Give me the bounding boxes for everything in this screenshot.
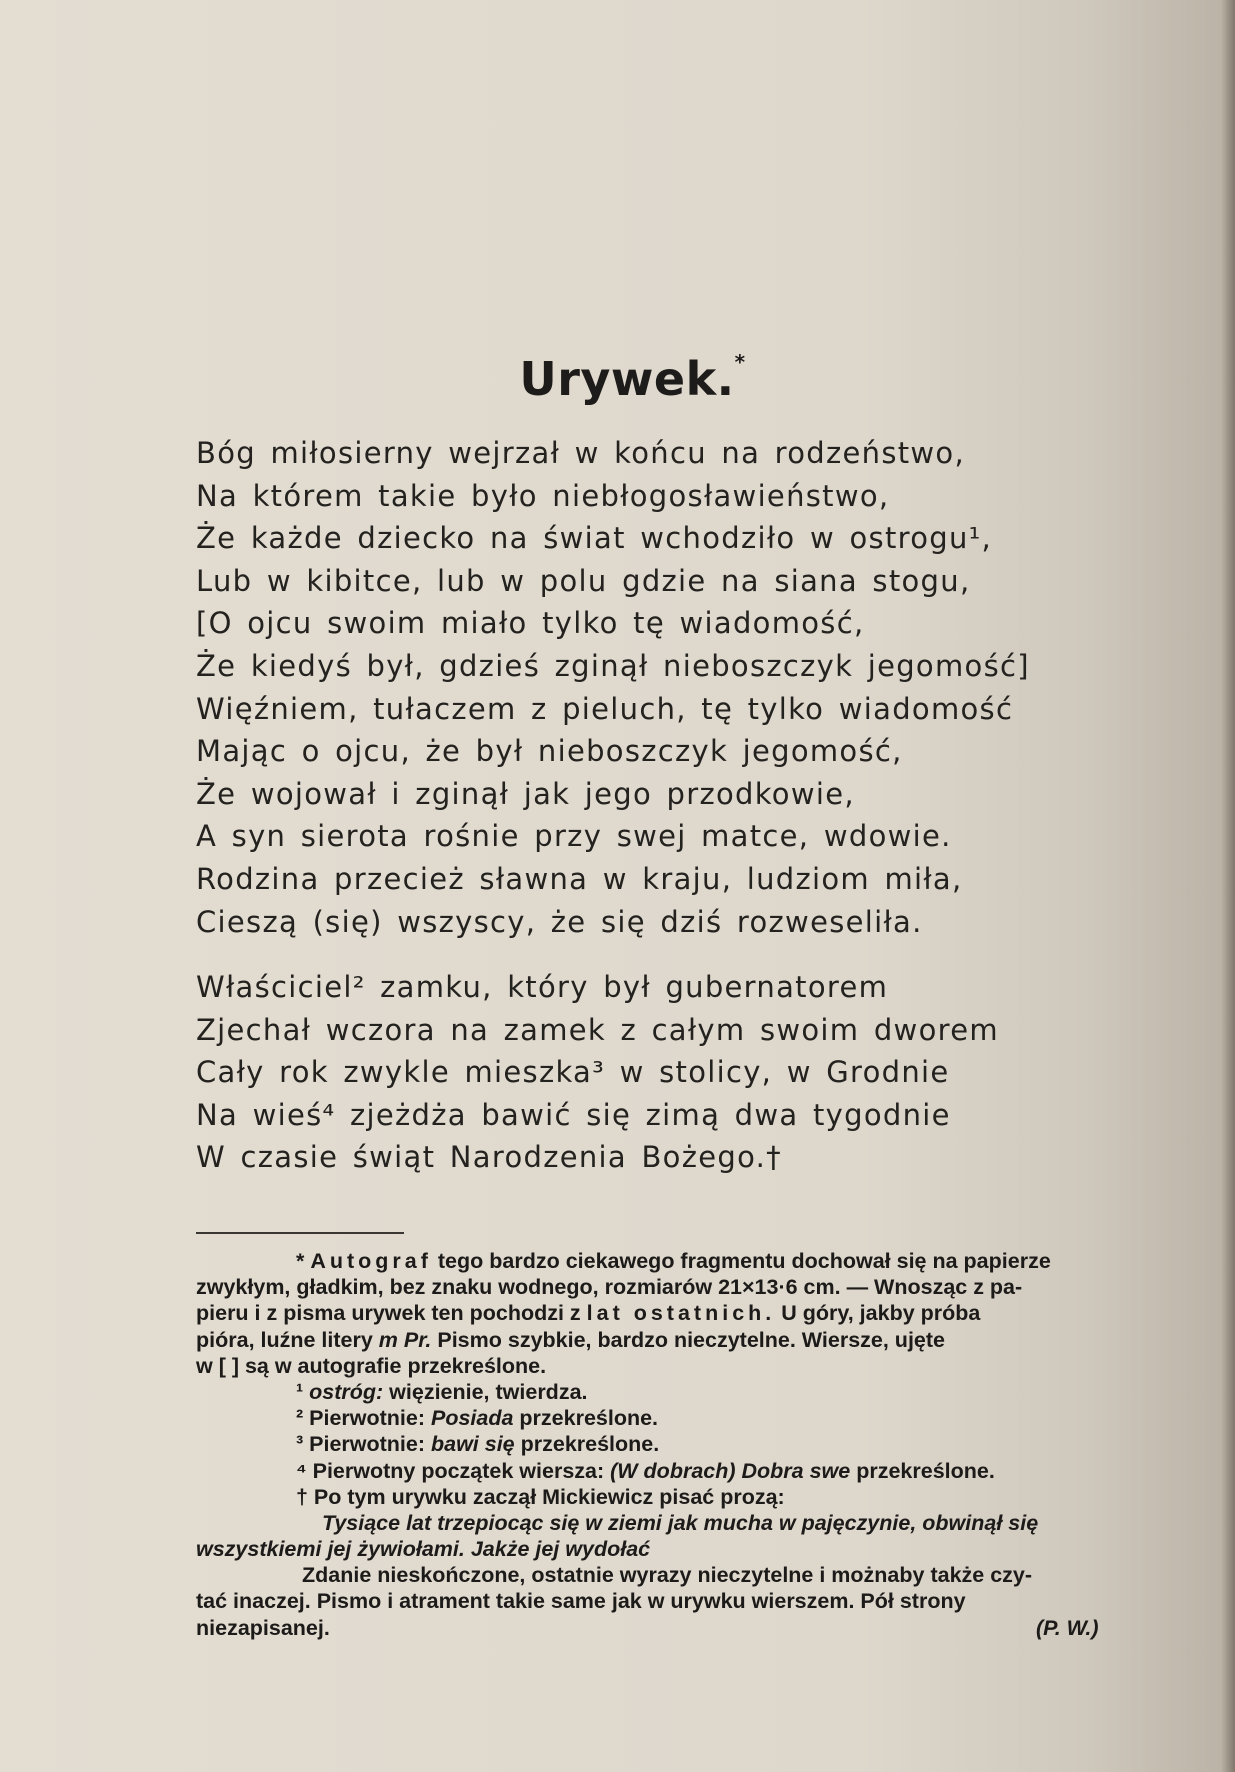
footnote-dagger: † Po tym urywku zaczął Mickiewicz pisać prozą:: [296, 1484, 785, 1509]
footnote-line: [196, 1615, 1235, 1641]
stanza-1: [196, 432, 1076, 943]
poem-title: Urywek.*: [519, 350, 746, 406]
footnote-text: Autograf: [310, 1249, 432, 1273]
poem-line: Na wieś⁴ zjeżdża bawić się zimą dwa tygodnie: [196, 1097, 951, 1132]
poem-line: Więźniem, tułaczem z pieluch, tę tylko wiadomość: [196, 691, 1014, 726]
poem-line: Mając o ojcu, że był nieboszczyk jegomość,: [196, 734, 903, 769]
footnote-text: bawi się: [430, 1432, 515, 1457]
poem-line: Cały rok zwykle mieszka³ w stolicy, w Grodnie: [196, 1055, 950, 1090]
footnote-text: ⁴ Pierwotny początek wiersza:: [296, 1458, 611, 1483]
footnote-1: [196, 1379, 1235, 1405]
footnote-text: przekreślone.: [514, 1432, 660, 1457]
poem-line: Że kiedyś był, gdzieś zginął nieboszczyk jegomość]: [196, 648, 1030, 683]
footnote-text: ³ Pierwotnie:: [296, 1432, 431, 1457]
footnote-text: pióra, luźne litery: [196, 1327, 379, 1352]
footnote-text: tego bardzo ciekawego fragmentu dochował się na papierze: [431, 1249, 1051, 1273]
footnote-4: [196, 1458, 1235, 1484]
poem-line: Cieszą (się) wszyscy, że się dziś rozweseliła.: [196, 904, 923, 939]
footnote-text: niezapisanej.: [196, 1615, 330, 1640]
stanza-2: [196, 966, 1076, 1179]
footnote-marker: ¹: [296, 1379, 310, 1404]
poem-line: Że wojował i zginął jak jego przodkowie,: [196, 776, 855, 811]
footnote-divider: [196, 1232, 404, 1234]
footnote-line: w [ ] są w autografie przekreślone.: [196, 1353, 547, 1378]
footnote-text: Posiada: [430, 1406, 514, 1431]
poem-line: Zjechał wczora na zamek z całym swoim dworem: [196, 1012, 999, 1047]
footnote-text: ostróg:: [309, 1379, 384, 1404]
poem-line: Że każde dziecko na świat wchodziło w ostrogu¹,: [196, 521, 993, 556]
footnote-text: przekreślone.: [850, 1458, 995, 1483]
poem-line: Na którem takie było niebłogosławieństwo,: [196, 478, 890, 513]
poem-line: W czasie świąt Narodzenia Bożego.†: [196, 1140, 782, 1175]
footnote-text: m Pr.: [378, 1327, 432, 1352]
poem-line: Właściciel² zamku, który był gubernatorem: [196, 970, 889, 1004]
footnote-text: ² Pierwotnie:: [296, 1406, 431, 1431]
footnote-marker: *: [296, 1249, 311, 1273]
footnote-line: [196, 1248, 1235, 1274]
footnote-text: U góry, jakby próba: [775, 1301, 981, 1326]
editor-signature: (P. W.): [1036, 1615, 1099, 1640]
footnote-text: więzienie, twierdza.: [383, 1379, 588, 1404]
prose-quote-line: Tysiące lat trzepiocąc się w ziemi jak mucha w pajęczynie, obwinął się: [322, 1510, 1039, 1535]
poem-line: Lub w kibitce, lub w polu gdzie na siana stogu,: [196, 563, 971, 598]
footnote-line: Zdanie nieskończone, ostatnie wyrazy nieczytelne i możnaby także czy-: [302, 1563, 1033, 1588]
prose-quote-line: wszystkiemi jej żywiołami. Jakże jej wydołać: [196, 1537, 651, 1562]
footnote-text: lat ostatnich.: [586, 1301, 776, 1326]
footnote-text: (W dobrach) Dobra swe: [610, 1458, 851, 1483]
footnote-text: Pismo szybkie, bardzo nieczytelne. Wiersze, ujęte: [431, 1327, 945, 1352]
poem-line: [O ojcu swoim miało tylko tę wiadomość,: [196, 606, 865, 641]
footnotes: [196, 1248, 1235, 1641]
footnote-2: [196, 1405, 1235, 1431]
footnote-line: [196, 1300, 1235, 1326]
footnote-line: tać inaczej. Pismo i atrament takie same jak w urywku wierszem. Pół strony: [196, 1589, 966, 1614]
footnote-line: [196, 1327, 1235, 1353]
title-footnote-mark: *: [734, 350, 746, 374]
poem-line: Bóg miłosierny wejrzał w końcu na rodzeństwo,: [196, 436, 965, 470]
footnote-3: [196, 1431, 1235, 1457]
poem-line: Rodzina przecież sławna w kraju, ludziom miła,: [196, 861, 963, 896]
poem-line: A syn sierota rośnie przy swej matce, wdowie.: [196, 819, 952, 854]
footnote-text: przekreślone.: [513, 1406, 659, 1431]
footnote-line: zwykłym, gładkim, bez znaku wodnego, rozmiarów 21×13·6 cm. — Wnosząc z pa-: [196, 1275, 1023, 1300]
footnote-text: pieru i z pisma urywek ten pochodzi z: [196, 1301, 587, 1326]
